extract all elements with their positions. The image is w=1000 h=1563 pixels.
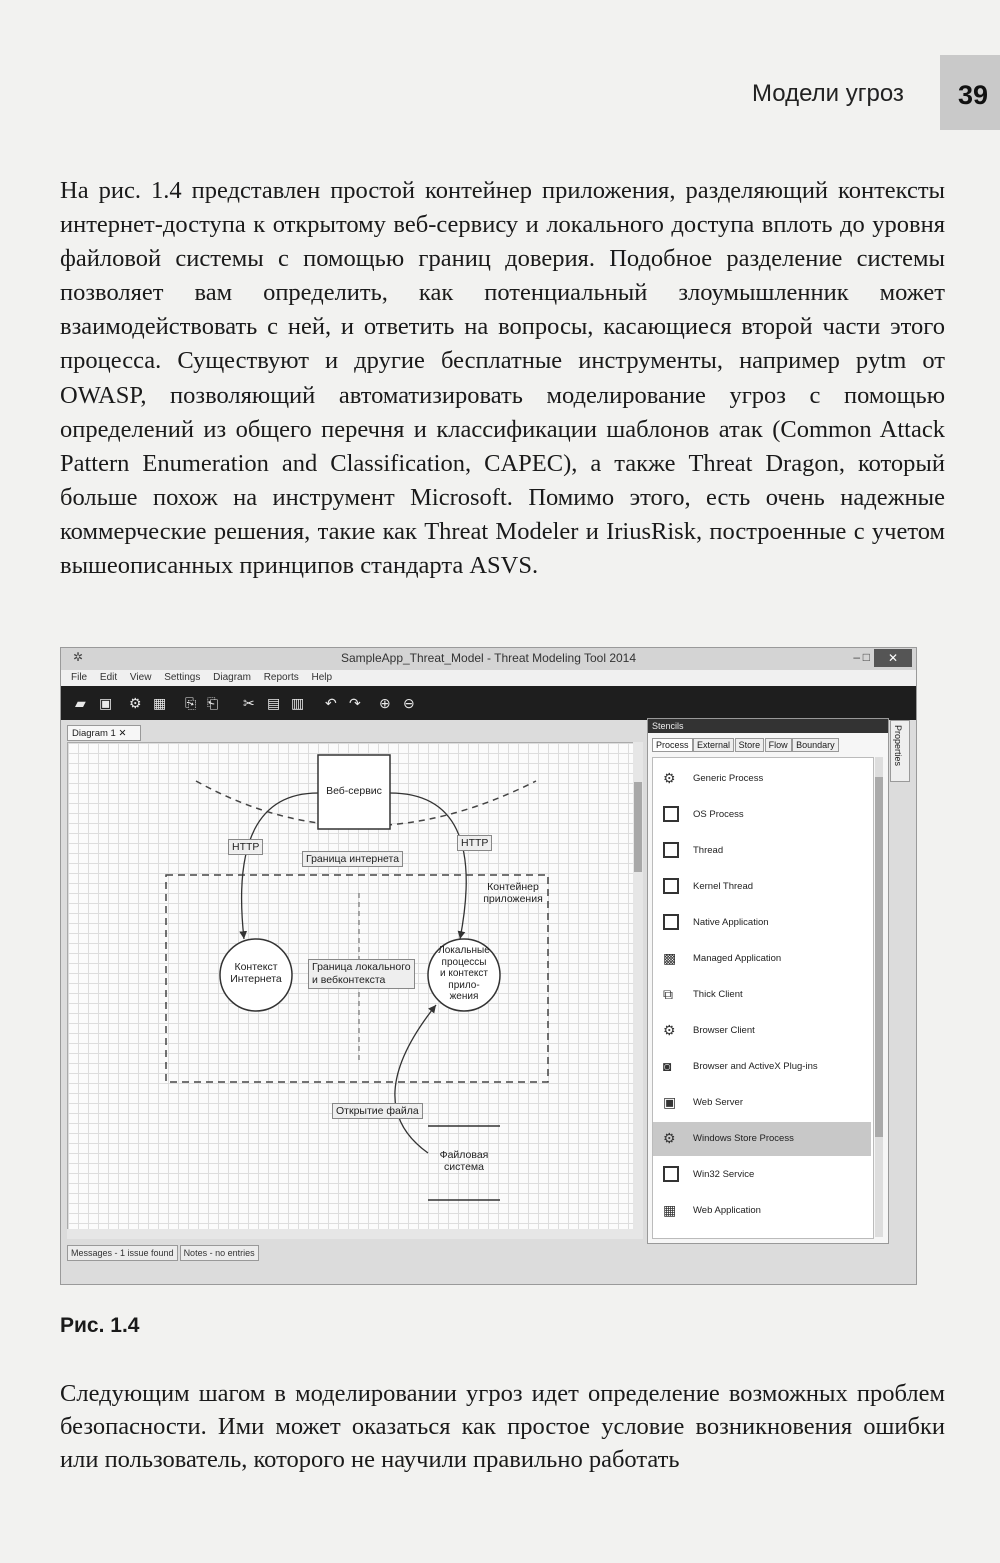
close-tab-icon[interactable]: ✕ — [118, 728, 127, 739]
stencils-panel — [647, 718, 889, 1244]
tab-diagram-1-label: Diagram 1 — [72, 728, 116, 739]
figure-caption: Рис. 1.4 — [60, 1314, 140, 1337]
properties-tab[interactable] — [890, 720, 910, 782]
app-icon: ✲ — [73, 650, 84, 664]
tab-external[interactable]: External — [693, 738, 734, 752]
web-service-label: Веб-сервис — [326, 785, 382, 797]
managed-app-icon: ▩ — [663, 950, 677, 966]
delete-icon[interactable]: ▥ — [291, 695, 305, 711]
stencil-scroll-thumb[interactable] — [875, 777, 883, 1137]
report-icon[interactable]: ▦ — [153, 695, 167, 711]
stencil-label: Thread — [693, 845, 724, 856]
local-process-line1: Локальные — [438, 945, 490, 956]
container-label-line2: приложения — [483, 893, 543, 905]
gears-icon: ⚙ — [663, 770, 676, 786]
properties-tab-label: Properties — [893, 725, 903, 767]
menu-diagram[interactable]: Diagram — [213, 672, 251, 683]
http-left-label[interactable]: HTTP — [228, 839, 263, 855]
stencil-label: Web Server — [693, 1097, 743, 1108]
undo-icon[interactable]: ↶ — [325, 695, 337, 711]
toolbar — [61, 686, 916, 720]
local-process-line3: и контекст — [439, 968, 489, 979]
stencil-native-application[interactable] — [653, 906, 871, 940]
http-right-label[interactable]: HTTP — [457, 835, 492, 851]
stencil-label: Web Application — [693, 1205, 761, 1216]
maximize-icon[interactable]: □ — [862, 650, 870, 664]
local-boundary-line1: Граница локального — [312, 961, 411, 973]
internet-boundary-label[interactable]: Граница интернета — [302, 851, 403, 867]
file-open-label[interactable]: Открытие файла — [332, 1103, 423, 1119]
stencil-label: Win32 Service — [693, 1169, 755, 1180]
zoom-in-icon[interactable]: ⊕ — [379, 695, 391, 711]
menu-file[interactable]: File — [71, 672, 88, 683]
stencil-thread[interactable] — [653, 834, 871, 868]
notes-tab[interactable]: Notes - no entries — [180, 1245, 259, 1261]
web-app-icon: ▦ — [663, 1202, 677, 1218]
file-system-line1: Файловая — [439, 1149, 489, 1161]
menu-reports[interactable]: Reports — [263, 672, 299, 683]
local-boundary-line2: и вебконтекста — [312, 974, 386, 986]
minimize-icon[interactable]: – — [853, 650, 860, 664]
stencil-web-application[interactable] — [653, 1194, 871, 1228]
stencil-browser-client[interactable] — [653, 1014, 871, 1048]
diagram-canvas[interactable] — [67, 742, 635, 1231]
page-number: 39 — [958, 80, 989, 110]
internet-context-line2: Интернета — [230, 973, 282, 985]
stencil-label: Kernel Thread — [693, 881, 754, 892]
copy-icon[interactable]: ⎘ — [185, 695, 197, 711]
paragraph-1: На рис. 1.4 представлен простой контейнер приложения, разделяющий контексты интернет-доступа к открытому веб-сервису и локального доступа вплоть до уровня файловой системы с помощью границ доверия. Подобное разделение системы позволяет вам определить, как потенциальный злоумышленник может взаимодействовать с ней, и ответить на вопросы, касающиеся второй части этого процесса. Существуют и другие бесплатные инструменты, например pytm от OWASP, позволяющий автоматизировать моделирование угроз с помощью определений из общего перечня и классификации шаблонов атак (Common Attack Pattern Enumeration and Classification, CAPEC), а также Threat Dragon, который больше похож на инструмент Microsoft. Помимо этого, есть очень надежные коммерческие решения, такие как Threat Modeler и IriusRisk, построенные с учетом вышеописанных принципов стандарта ASVS. — [60, 177, 945, 580]
window-icon — [663, 878, 679, 894]
cut-icon[interactable]: ✂ — [243, 695, 255, 711]
close-icon[interactable]: ✕ — [874, 649, 912, 667]
open-icon[interactable]: ▰ — [75, 695, 86, 711]
menu-view[interactable]: View — [129, 672, 152, 683]
figure-screenshot — [60, 647, 917, 1285]
tab-flow[interactable]: Flow — [765, 738, 792, 752]
zoom-out-icon[interactable]: ⊖ — [403, 695, 415, 711]
analyze-icon[interactable]: ⚙ — [129, 695, 142, 711]
window-icon — [663, 842, 679, 858]
stencil-thick-client[interactable] — [653, 978, 871, 1012]
stencils-header: Stencils — [648, 719, 888, 733]
stencil-generic-process[interactable] — [653, 762, 871, 796]
menu-edit[interactable]: Edit — [99, 672, 118, 683]
tab-store[interactable]: Store — [735, 738, 765, 752]
stencil-label: Windows Store Process — [693, 1133, 794, 1144]
window-icon — [663, 914, 679, 930]
redo-icon[interactable]: ↷ — [349, 695, 361, 711]
stencils-tabs — [652, 738, 837, 752]
local-boundary-label[interactable] — [308, 959, 415, 989]
browser-gears-icon: ⚙ — [663, 1022, 676, 1038]
canvas-vscroll-thumb[interactable] — [634, 782, 642, 872]
menu-settings[interactable]: Settings — [164, 672, 201, 683]
stencil-label: Generic Process — [693, 773, 764, 784]
menu-bar — [61, 670, 916, 686]
tab-process[interactable]: Process — [652, 738, 693, 752]
running-title: Модели угроз — [752, 80, 904, 107]
stencil-browser-activex[interactable] — [653, 1050, 871, 1084]
tab-boundary[interactable]: Boundary — [792, 738, 839, 752]
stencil-web-server[interactable] — [653, 1086, 871, 1120]
local-process-line2: процессы — [441, 956, 487, 968]
internet-context-label — [220, 961, 292, 985]
canvas-horizontal-scrollbar[interactable] — [67, 1229, 643, 1239]
stencil-label: Native Application — [693, 917, 769, 928]
stencil-label: Thick Client — [693, 989, 743, 1000]
window-titlebar — [61, 648, 916, 670]
stencil-kernel-thread[interactable] — [653, 870, 871, 904]
service-icon — [663, 1166, 679, 1182]
messages-tab[interactable]: Messages - 1 issue found — [67, 1245, 178, 1261]
internet-context-line1: Контекст — [234, 961, 278, 973]
window-icon — [663, 806, 679, 822]
format-icon[interactable]: ▤ — [267, 695, 281, 711]
canvas-vertical-scrollbar[interactable] — [633, 742, 643, 1229]
store-gears-icon: ⚙ — [663, 1130, 676, 1146]
stencil-list — [652, 757, 874, 1239]
stencil-label: OS Process — [693, 809, 744, 820]
file-system-label — [428, 1149, 500, 1173]
stencil-label: Browser Client — [693, 1025, 755, 1036]
status-bar — [67, 1245, 261, 1261]
stencil-managed-application[interactable] — [653, 942, 871, 976]
file-system-line2: система — [444, 1161, 484, 1173]
container-label-line1: Контейнер — [487, 881, 539, 893]
plugin-icon: ◙ — [663, 1058, 672, 1074]
thick-client-icon: ⧉ — [663, 986, 673, 1002]
tab-diagram-1[interactable] — [67, 725, 141, 741]
menu-help[interactable]: Help — [311, 672, 333, 683]
stencil-os-process[interactable] — [653, 798, 871, 832]
paragraph-2: Следующим шагом в моделировании угроз идет определение возможных проблем безопасности. Ими может оказаться как простое условие возникновения ошибки или пользователь, которого не научили правильно работать — [60, 1380, 945, 1473]
stencil-windows-store-process[interactable] — [653, 1122, 871, 1156]
window-title: SampleApp_Threat_Model - Threat Modeling Tool 2014 — [340, 651, 637, 665]
stencil-scrollbar[interactable] — [875, 757, 883, 1237]
stencil-label: Managed Application — [693, 953, 782, 964]
container-label — [478, 881, 548, 905]
local-process-line5: жения — [449, 991, 479, 1002]
flow-file-open — [395, 1005, 436, 1153]
save-icon[interactable]: ▣ — [99, 695, 113, 711]
local-process-label — [428, 945, 500, 1003]
stencil-win32-service[interactable] — [653, 1158, 871, 1192]
stencil-label: Browser and ActiveX Plug-ins — [693, 1061, 818, 1072]
web-server-icon: ▣ — [663, 1094, 677, 1110]
paste-icon[interactable]: ⎗ — [207, 695, 219, 711]
local-process-line4: прило- — [448, 979, 480, 991]
